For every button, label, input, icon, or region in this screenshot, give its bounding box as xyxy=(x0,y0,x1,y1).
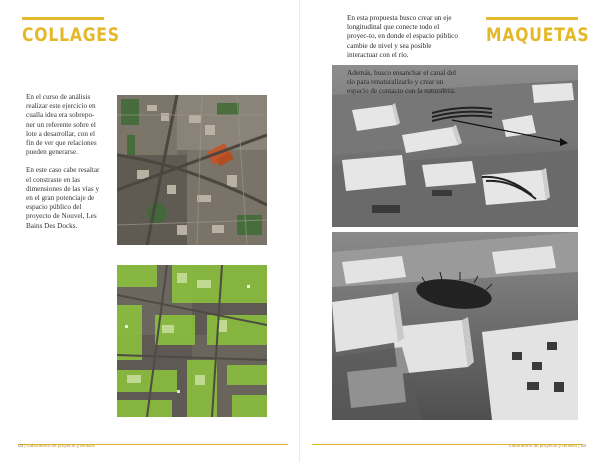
page-number-left: 03 xyxy=(18,443,24,448)
right-paragraph-1: En esta propuesta busco crear un eje longitudinal que conecte todo el proyec-to, en donde el espacio público cambie de nivel y sea posible interactuar con el río. xyxy=(347,14,458,59)
section-bar-left xyxy=(22,17,104,20)
left-body-text xyxy=(26,93,102,240)
section-title-collages: COLLAGES xyxy=(22,24,120,46)
footer-right: Laboratorio de proyecto y tensión | 04 xyxy=(508,443,586,448)
right-paragraph-2: Además, busco ensanchar el canal del río para renaturalizarlo y crear un espacio de contacto con la naturaleza. xyxy=(347,69,456,96)
section-bar-right xyxy=(486,17,578,20)
aerial-city-photo xyxy=(117,95,267,245)
left-paragraph-1: En el curso de análisis realizar este ejercicio en cualla idea era sobrepo-ner un referente sobre el lote a desarrollar, con el fin de ver que relaciones pueden generarse. xyxy=(26,93,97,157)
footer-left: 03 | Laboratorio de proyecto y tensión xyxy=(18,443,96,448)
right-body-text xyxy=(347,14,459,106)
section-title-maquetas: MAQUETAS xyxy=(486,24,590,46)
footer-label-right: Laboratorio de proyecto y tensión xyxy=(508,443,578,448)
aerial-city-photo-green-overlay xyxy=(117,265,267,417)
left-paragraph-2: En este caso cabe resaltar el constraste en las dimensiones de las vías y en el gran potenciaje de espacio público del proyecto de Nouvel, Les Bains Des Docks. xyxy=(26,166,100,230)
right-page xyxy=(300,0,600,462)
footer-label-left: Laboratorio de proyecto y tensión xyxy=(26,443,96,448)
page-number-right: 04 xyxy=(580,443,586,448)
architectural-model-detail-photo xyxy=(332,232,578,420)
